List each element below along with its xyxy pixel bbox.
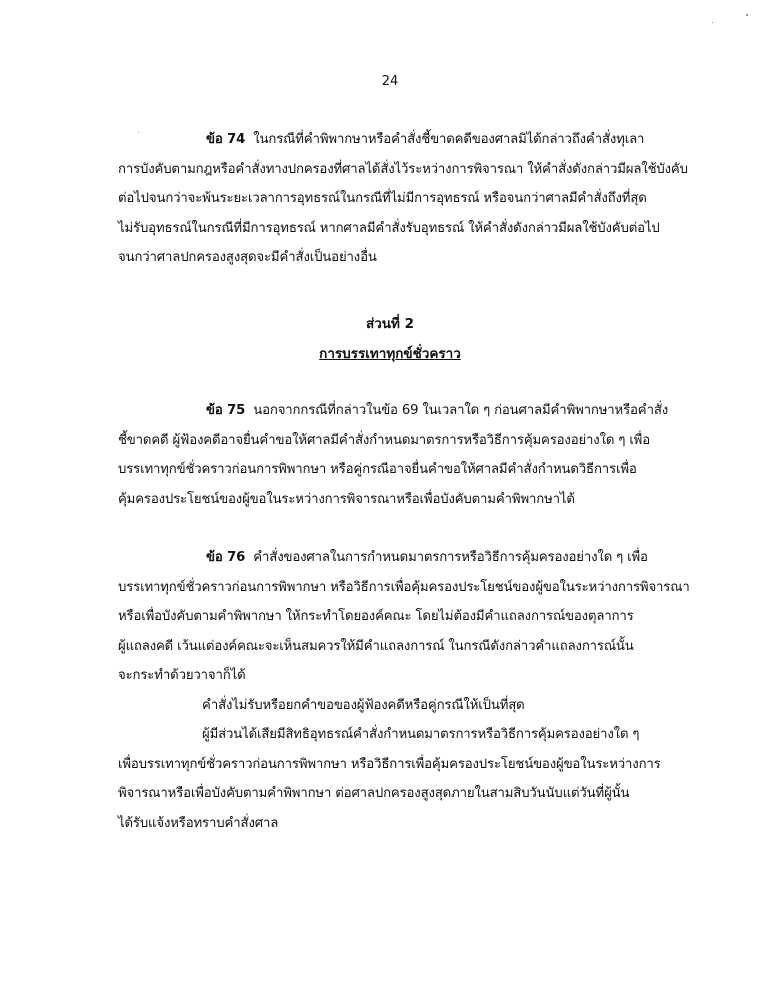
- article-76-paragraph-3-line-4: ได้รับแจ้งหรือทราบคำสั่งศาล: [118, 815, 279, 831]
- page-number: 24: [381, 74, 399, 89]
- article-74-line-2: การบังคับตามกฎหรือคำสั่งทางปกครองที่ศาลได้สั่งไว้ระหว่างการพิจารณา ให้คำสั่งดังกล่าวมีผลใช้บังคับ: [118, 161, 688, 177]
- article-75-line-4: คุ้มครองประโยชน์ของผู้ขอในระหว่างการพิจารณาหรือเพื่อบังคับตามคำพิพากษาได้: [118, 491, 575, 507]
- article-75-line-2: ชี้ขาดคดี ผู้ฟ้องคดีอาจยื่นคำขอให้ศาลมีคำสั่งกำหนดมาตรการหรือวิธีการคุ้มครองอย่างใด ๆ เพื่อ: [118, 432, 650, 448]
- article-74-line-5: จนกว่าศาลปกครองสูงสุดจะมีคำสั่งเป็นอย่างอื่น: [118, 250, 377, 265]
- article-76-paragraph-3-line-1: ผู้มีส่วนได้เสียมีสิทธิอุทธรณ์คำสั่งกำหนดมาตรการหรือวิธีการคุ้มครองอย่างใด ๆ: [202, 727, 640, 742]
- article-75: [118, 396, 678, 514]
- scan-speck: [712, 22, 713, 23]
- article-76-paragraph-3-line-2: เพื่อบรรเทาทุกข์ชั่วคราวก่อนการพิพากษา หรือวิธีการเพื่อคุ้มครองประโยชน์ของผู้ขอในระหว่างการ: [118, 756, 661, 772]
- article-76-line-1: ข้อ 76 คำสั่งของศาลในการกำหนดมาตรการหรือวิธีการคุ้มครองอย่างใด ๆ เพื่อ: [206, 550, 648, 565]
- scan-speck: [138, 132, 139, 133]
- article-75-label: ข้อ 75: [206, 403, 246, 418]
- scan-speck: [746, 14, 748, 16]
- article-76-paragraph-3-line-3: พิจารณาหรือเพื่อบังคับตามคำพิพากษา ต่อศาลปกครองสูงสุดภายในสามสิบวันนับแต่วันที่ผู้นั้น: [118, 786, 630, 801]
- section-title: การบรรเทาทุกข์ชั่วคราว: [319, 346, 461, 362]
- article-75-line-3: บรรเทาทุกข์ชั่วคราวก่อนการพิพากษา หรือคู่กรณีอาจยื่นคำขอให้ศาลมีคำสั่งกำหนดวิธีการเพื่อ: [118, 462, 637, 477]
- article-76-line-4: ผู้แถลงคดี เว้นแต่องค์คณะจะเห็นสมควรให้มีคำแถลงการณ์ ในกรณีดังกล่าวคำแถลงการณ์นั้น: [118, 638, 634, 654]
- article-76-line-3: หรือเพื่อบังคับตามคำพิพากษา ให้กระทำโดยองค์คณะ โดยไม่ต้องมีคำแถลงการณ์ของตุลาการ: [118, 609, 634, 624]
- article-74-line-1: ข้อ 74 ในกรณีที่คำพิพากษาหรือคำสั่งชี้ขาดคดีของศาลมิได้กล่าวถึงคำสั่งทุเลา: [206, 132, 645, 147]
- article-75-line-1: ข้อ 75 นอกจากกรณีที่กล่าวในข้อ 69 ในเวลาใด ๆ ก่อนศาลมีคำพิพากษาหรือคำสั่ง: [206, 403, 669, 418]
- article-74-line-4: ไม่รับอุทธรณ์ในกรณีที่มีการอุทธรณ์ หากศาลมีคำสั่งรับอุทธรณ์ ให้คำสั่งดังกล่าวมีผลใช้บังคับต่อไป: [118, 220, 660, 236]
- article-76-label: ข้อ 76: [206, 550, 246, 565]
- article-76-paragraph-2: คำสั่งไม่รับหรือยกคำขอของผู้ฟ้องคดีหรือคู่กรณีให้เป็นที่สุด: [202, 697, 525, 713]
- article-74-line-3: ต่อไปจนกว่าจะพ้นระยะเวลาการอุทธรณ์ในกรณีที่ไม่มีการอุทธรณ์ หรือจนกว่าศาลมีคำสั่งถึงที่สุด: [118, 191, 647, 206]
- article-76-line-2: บรรเทาทุกข์ชั่วคราวก่อนการพิพากษา หรือวิธีการเพื่อคุ้มครองประโยชน์ของผู้ขอในระหว่างการพิจารณา: [118, 579, 690, 595]
- article-76: [118, 543, 690, 838]
- section-heading: ส่วนที่ 2: [365, 316, 415, 332]
- article-74: [118, 125, 688, 273]
- article-74-label: ข้อ 74: [206, 132, 246, 147]
- article-76-line-5: จะกระทำด้วยวาจาก็ได้: [118, 668, 246, 683]
